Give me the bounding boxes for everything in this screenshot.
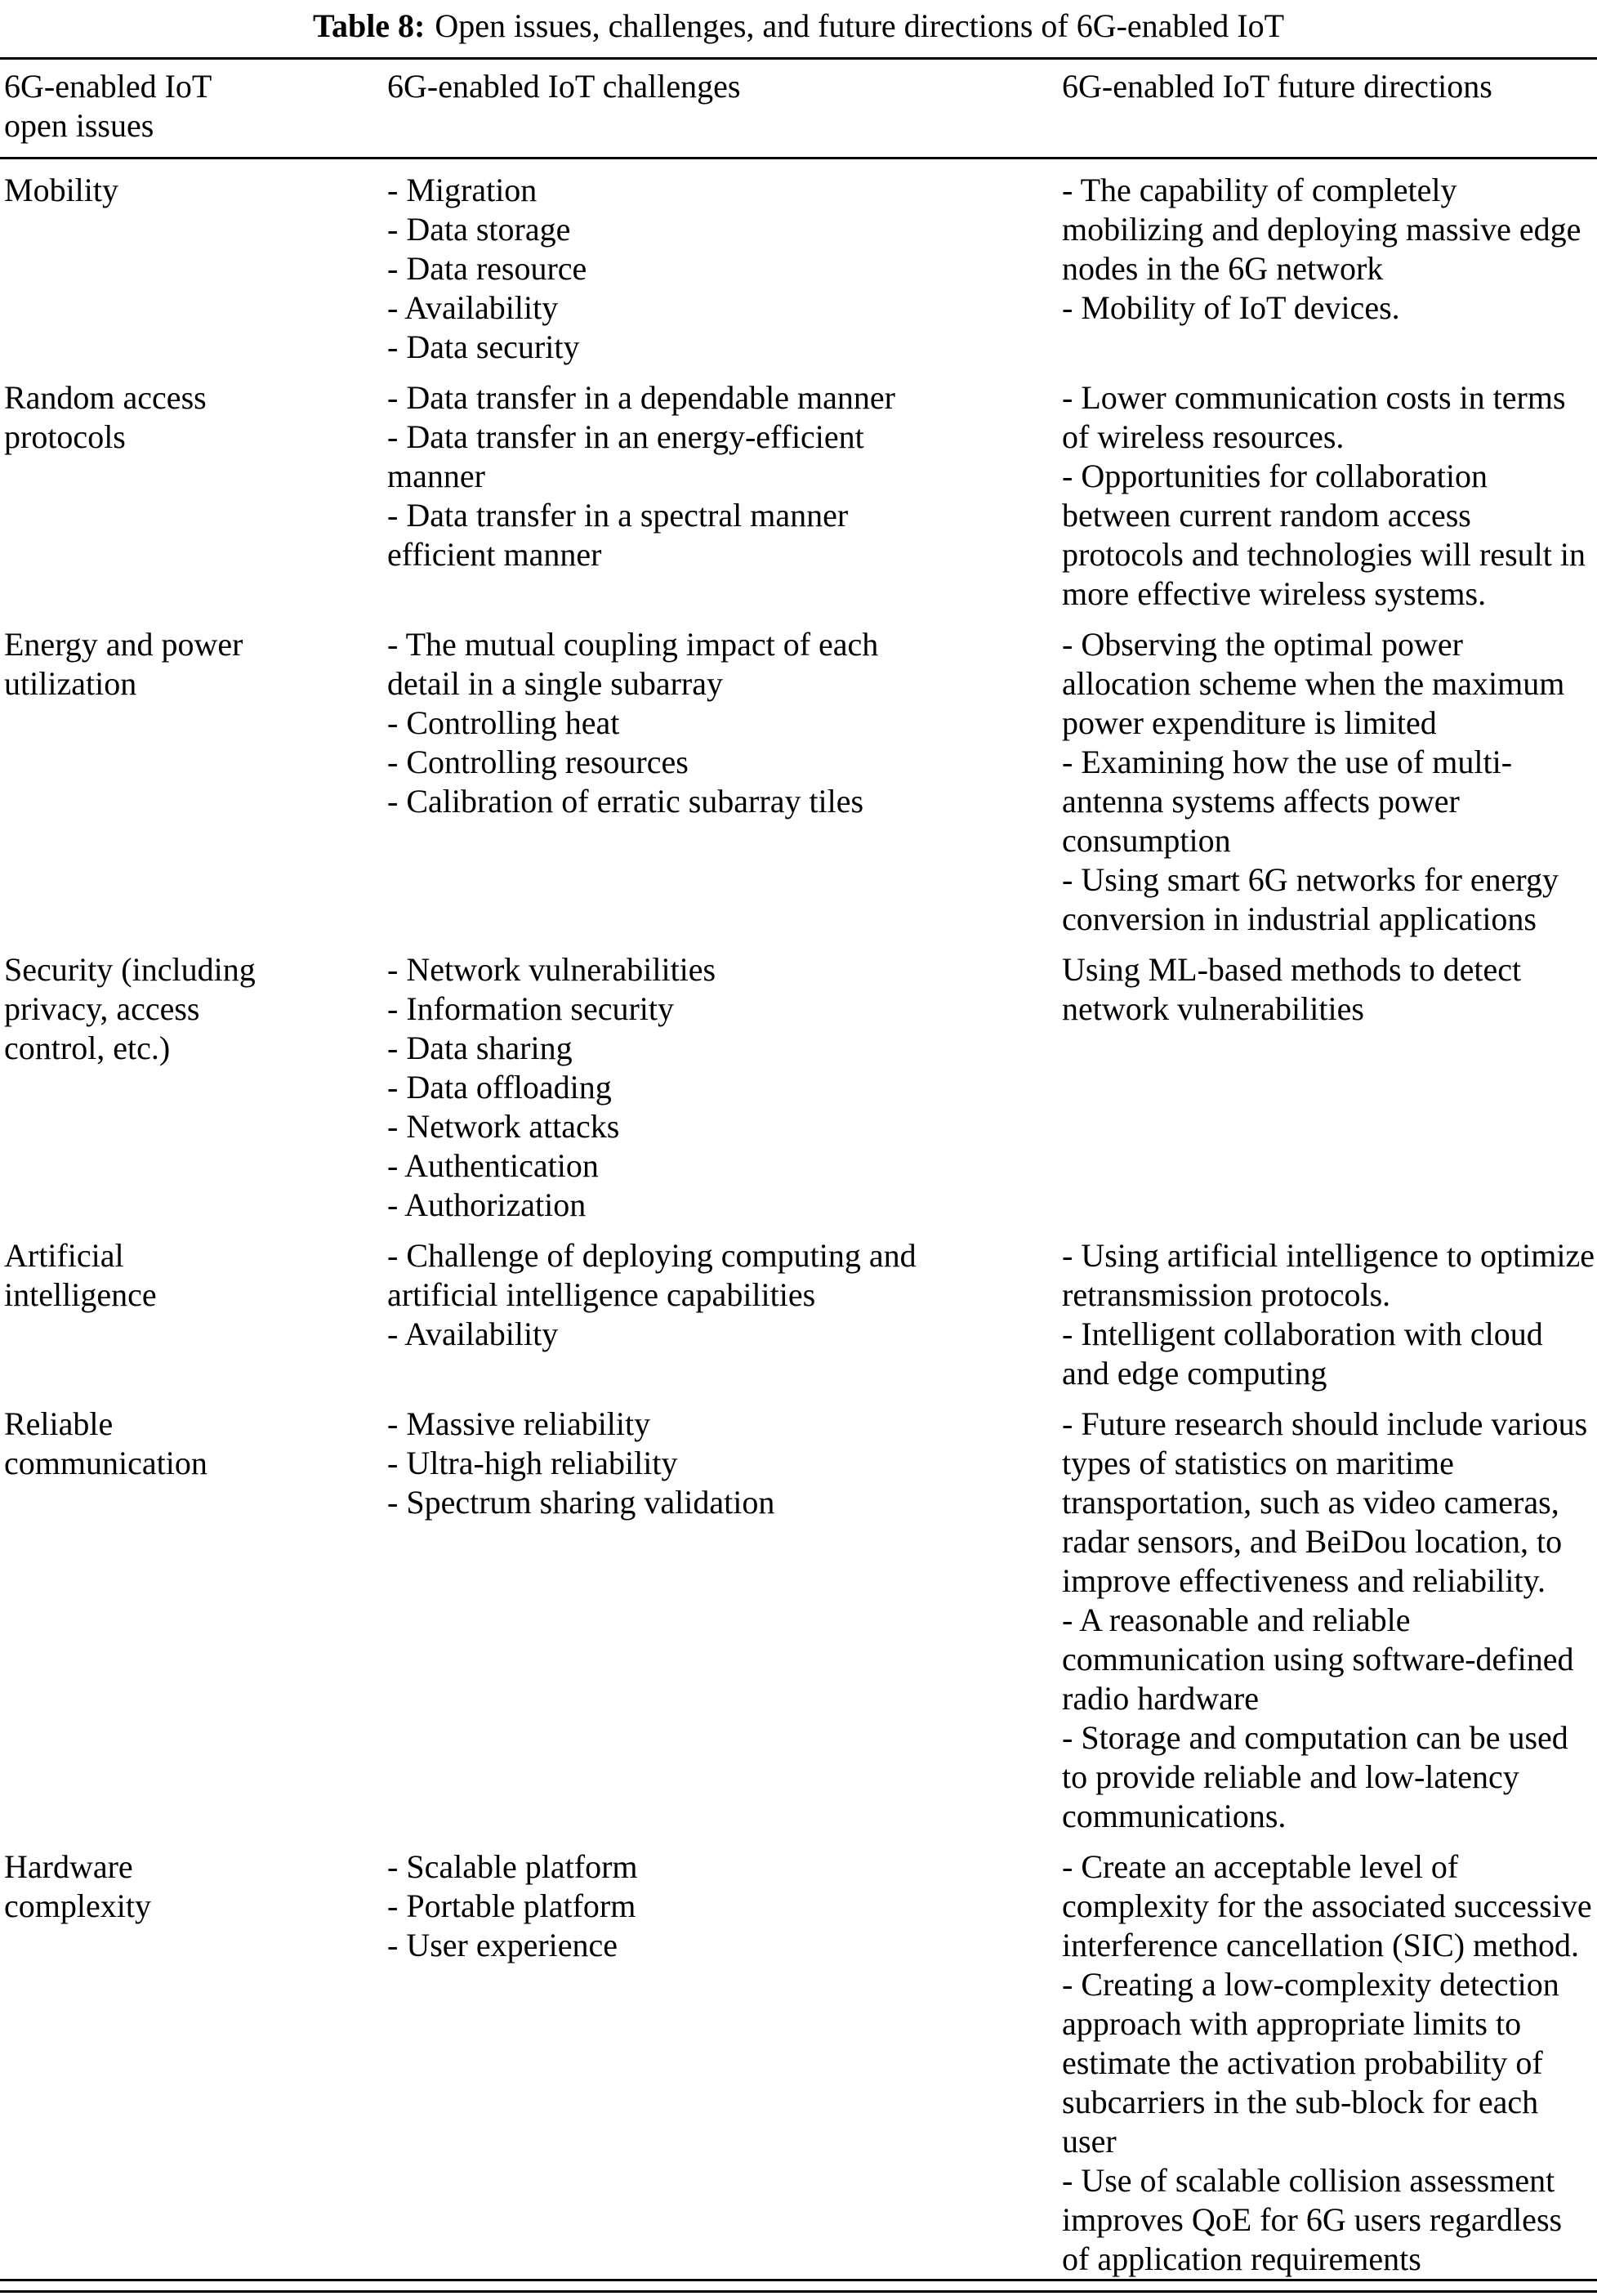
- header-open-issues: 6G-enabled IoT open issues: [0, 59, 387, 159]
- challenge-item: - Ultra-high reliability: [387, 1445, 678, 1481]
- table-row: [0, 159, 1597, 368]
- open-issue-cell: Mobility: [4, 172, 119, 208]
- challenge-item: - The mutual coupling impact of each detail in a single subarray: [387, 626, 879, 702]
- header-challenges: 6G-enabled IoT challenges: [387, 59, 1062, 159]
- future-directions-cell: [1062, 939, 1597, 1225]
- challenges-cell: [387, 159, 1062, 368]
- future-directions-cell: [1062, 1393, 1597, 1836]
- header-future-directions: 6G-enabled IoT future directions: [1062, 59, 1597, 159]
- open-issue-cell: Reliable communication: [4, 1405, 207, 1481]
- future-direction-item: - Creating a low-complexity detection approach with appropriate limits to estimate the activation probability of subcarriers in the sub-block for each user: [1062, 1966, 1559, 2160]
- table-caption: [0, 0, 1597, 46]
- challenge-item: - Challenge of deploying computing and artificial intelligence capabilities: [387, 1237, 917, 1313]
- table-row: [0, 939, 1597, 1225]
- open-issue-cell: Artificial intelligence: [4, 1237, 157, 1313]
- challenges-cell: [387, 939, 1062, 1225]
- table-body: [0, 159, 1597, 2280]
- future-direction-item: - Using artificial intelligence to optimize retransmission protocols.: [1062, 1237, 1595, 1313]
- challenge-item: - Network attacks: [387, 1108, 620, 1145]
- iot-table: [0, 57, 1597, 2281]
- future-direction-item: - Lower communication costs in terms of wireless resources.: [1062, 379, 1566, 455]
- challenge-item: - Data transfer in a dependable manner: [387, 379, 895, 416]
- challenge-item: - Portable platform: [387, 1887, 636, 1924]
- table-caption-text: Open issues, challenges, and future directions of 6G-enabled IoT: [435, 7, 1285, 44]
- challenge-item: - Information security: [387, 990, 674, 1027]
- challenges-cell: [387, 1836, 1062, 2280]
- challenge-item: - Data sharing: [387, 1030, 573, 1066]
- future-direction-item: - Use of scalable collision assessment improves QoE for 6G users regardless of application requirements: [1062, 2162, 1563, 2277]
- open-issue-cell: Random access protocols: [4, 379, 207, 455]
- future-directions-cell: [1062, 1836, 1597, 2280]
- challenge-item: - Scalable platform: [387, 1848, 638, 1885]
- future-directions-cell: [1062, 367, 1597, 614]
- challenges-cell: [387, 367, 1062, 614]
- challenge-item: - Data offloading: [387, 1069, 612, 1106]
- challenge-item: - Data transfer in an energy-efficient manner: [387, 418, 864, 494]
- table-bottom-rule: [0, 2281, 1597, 2293]
- challenge-item: - Massive reliability: [387, 1405, 651, 1442]
- table-row: [0, 1393, 1597, 1836]
- table-row: [0, 1836, 1597, 2280]
- future-direction-item: - Mobility of IoT devices.: [1062, 289, 1400, 326]
- challenge-item: - Spectrum sharing validation: [387, 1484, 775, 1521]
- challenge-item: - Network vulnerabilities: [387, 951, 716, 988]
- table-row: [0, 1225, 1597, 1393]
- challenge-item: - User experience: [387, 1927, 618, 1963]
- future-direction-item: - Examining how the use of multi-antenna systems affects power consumption: [1062, 744, 1513, 859]
- future-direction-item: - Storage and computation can be used to provide reliable and low-latency communications.: [1062, 1719, 1568, 1834]
- challenges-cell: [387, 614, 1062, 939]
- challenge-item: - Data transfer in a spectral manner efficient manner: [387, 497, 849, 573]
- challenge-item: - Availability: [387, 289, 559, 326]
- challenge-item: - Migration: [387, 172, 538, 208]
- open-issue-cell: Hardware complexity: [4, 1848, 151, 1924]
- future-direction-item: - The capability of completely mobilizing and deploying massive edge nodes in the 6G network: [1062, 172, 1581, 287]
- future-direction-item: - Observing the optimal power allocation scheme when the maximum power expenditure is limited: [1062, 626, 1565, 741]
- challenge-item: - Data resource: [387, 250, 587, 287]
- table-caption-label: Table 8:: [312, 7, 426, 44]
- future-directions-cell: [1062, 1225, 1597, 1393]
- future-direction-item: - Create an acceptable level of complexity for the associated successive interference cancellation (SIC) method.: [1062, 1848, 1592, 1963]
- future-direction-item: - Opportunities for collaboration between current random access protocols and technologies will result in more effective wireless systems.: [1062, 458, 1586, 612]
- open-issue-cell: Security (including privacy, access control, etc.): [4, 951, 256, 1066]
- table-row: [0, 614, 1597, 939]
- table-row: [0, 367, 1597, 614]
- challenge-item: - Data security: [387, 328, 580, 365]
- challenges-cell: [387, 1393, 1062, 1836]
- future-directions-cell: [1062, 159, 1597, 368]
- challenge-item: - Controlling resources: [387, 744, 689, 780]
- future-directions-cell: [1062, 614, 1597, 939]
- challenge-item: - Availability: [387, 1316, 559, 1352]
- challenge-item: - Calibration of erratic subarray tiles: [387, 783, 864, 820]
- challenge-item: - Controlling heat: [387, 704, 620, 741]
- future-direction-item: - Using smart 6G networks for energy conversion in industrial applications: [1062, 861, 1559, 937]
- challenge-item: - Data storage: [387, 211, 571, 248]
- challenges-cell: [387, 1225, 1062, 1393]
- open-issue-cell: Energy and power utilization: [4, 626, 243, 702]
- challenge-item: - Authorization: [387, 1186, 587, 1223]
- table-header-row: [0, 59, 1597, 159]
- future-direction-item: - A reasonable and reliable communication using software-defined radio hardware: [1062, 1601, 1574, 1717]
- future-direction-item: Using ML-based methods to detect network vulnerabilities: [1062, 951, 1522, 1027]
- future-direction-item: - Future research should include various types of statistics on maritime transportation, such as video cameras, radar sensors, and BeiDou location, to improve effectiveness and reliability.: [1062, 1405, 1588, 1599]
- future-direction-item: - Intelligent collaboration with cloud and edge computing: [1062, 1316, 1543, 1391]
- challenge-item: - Authentication: [387, 1147, 599, 1184]
